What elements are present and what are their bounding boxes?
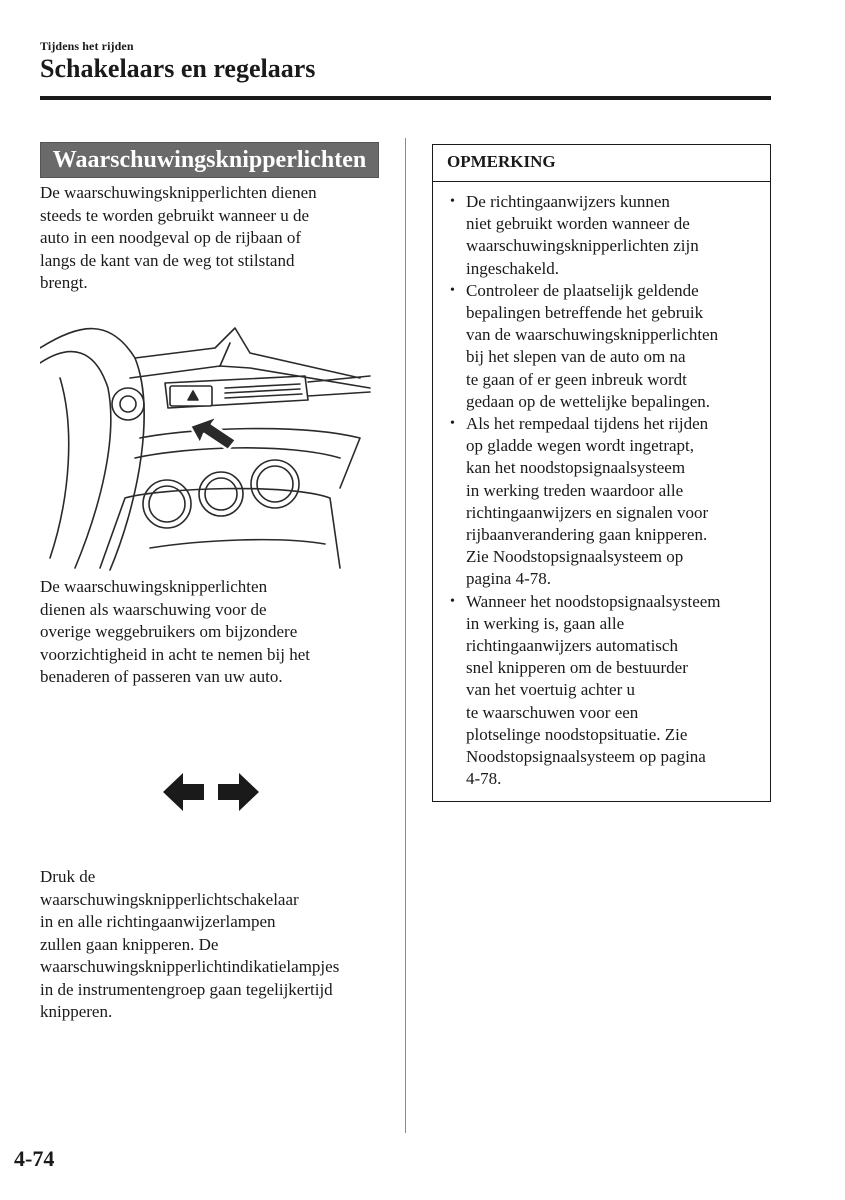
note-item: • Wanneer het noodstopsignaalsysteem in werking is, gaan alle richtingaanwijzers automatisch snel knipperen om de bestuurder van het voertuig achter u te waarschuwen voor een plotselinge noodstopsituatie. Zie Noodstopsignaalsysteem op pagina 4-78. [449, 591, 767, 791]
page-number: 4-74 [14, 1146, 55, 1171]
note-header [433, 145, 770, 182]
section-heading-box [40, 142, 379, 178]
section-label: Tijdens het rijden [40, 39, 134, 53]
warning-paragraph: De waarschuwingsknipperlichten dienen als waarschuwing voor de overige weggebruikers om bijzondere voorzichtigheid in acht te nemen bij het benaderen of passeren van uw auto. [40, 577, 311, 686]
section-heading: Waarschuwingsknipperlichten [52, 147, 367, 173]
note-item: • Controleer de plaatselijk geldende bepalingen betreffende het gebruik van de waarschuwingsknipperlichten bij het slepen van de auto om na te gaan of er geen inbreuk wordt gedaan op de wettelijke bepalingen. [449, 280, 767, 413]
column-divider [405, 138, 406, 1133]
instruction-paragraph: Druk de waarschuwingsknipperlichtschakelaar in en alle richtingaanwijzerlampen zullen gaan knipperen. De waarschuwingsknipperlichtindikatielampjes in de instrumentengroep gaan tegelijkertijd knipperen. [40, 867, 340, 1021]
note-item: • Als het rempedaal tijdens het rijden op gladde wegen wordt ingetrapt, kan het noodstopsignaalsysteem in werking treden waardoor alle richtingaanwijzers en signalen voor rijbaanverandering gaan knipperen. Zie Noodstopsignaalsysteem op pagina 4-78. [449, 413, 767, 591]
intro-paragraph: De waarschuwingsknipperlichten dienen steeds te worden gebruikt wanneer u de auto in een noodgeval op de rijbaan of langs de kant van de weg tot stilstand brengt. [40, 183, 317, 292]
note-item: • De richtingaanwijzers kunnen niet gebruikt worden wanneer de waarschuwingsknipperlichten zijn ingeschakeld. [449, 191, 767, 280]
page-title: Schakelaars en regelaars [40, 54, 316, 83]
note-box [432, 144, 771, 802]
header-rule [40, 96, 771, 100]
note-heading: OPMERKING [447, 152, 556, 171]
hazard-switch-dashboard-illustration [40, 318, 385, 573]
note-list [449, 191, 767, 790]
turn-signal-arrows-icon [163, 771, 259, 813]
